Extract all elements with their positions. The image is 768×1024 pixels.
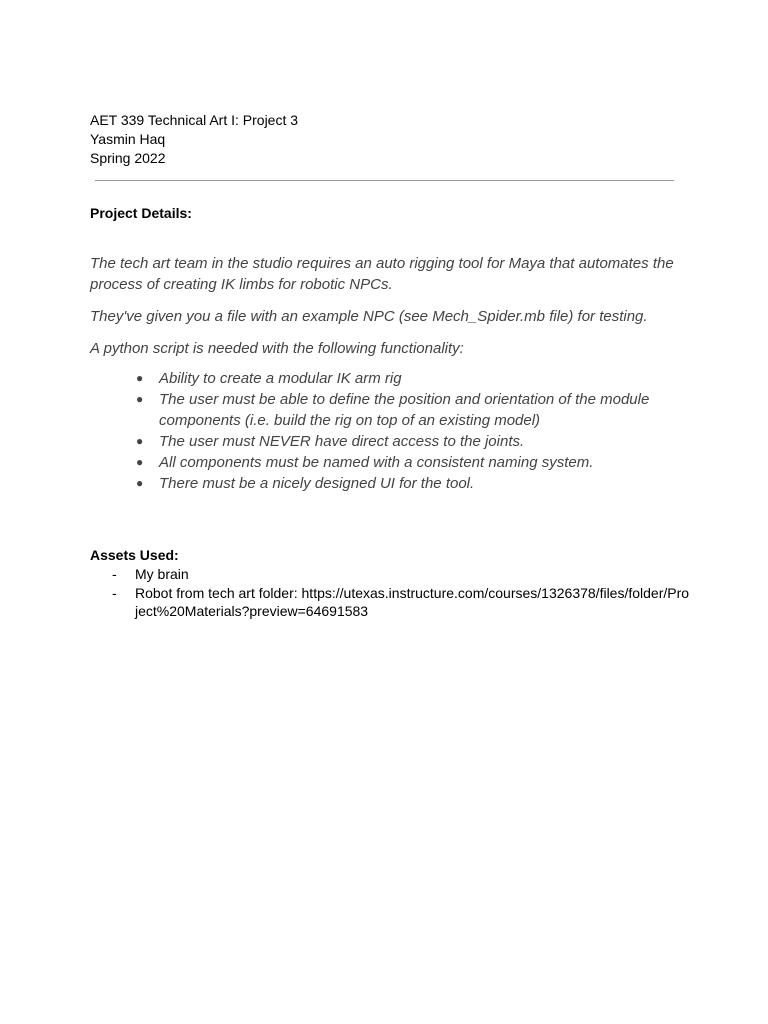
project-details-body bbox=[90, 254, 690, 494]
bullet-icon: ● bbox=[136, 475, 144, 490]
requirement-text: All components must be named with a consistent naming system. bbox=[159, 453, 594, 471]
requirement-text: There must be a nicely designed UI for the tool. bbox=[159, 474, 475, 492]
requirement-item bbox=[90, 452, 689, 473]
requirement-item bbox=[90, 473, 689, 494]
dash-icon: - bbox=[112, 584, 117, 601]
details-paragraph: They've given you a file with an example NPC (see Mech_Spider.mb file) for testing. bbox=[90, 307, 648, 325]
details-paragraph: The tech art team in the studio requires an auto rigging tool for Maya that automates the process of creating IK limbs for robotic NPCs. bbox=[90, 255, 674, 293]
requirement-item bbox=[90, 431, 689, 452]
author-name: Yasmin Haq bbox=[90, 131, 166, 147]
assets-heading: Assets Used: bbox=[90, 547, 179, 563]
asset-item bbox=[90, 584, 690, 621]
requirement-text: Ability to create a modular IK arm rig bbox=[159, 369, 402, 387]
requirement-item bbox=[90, 368, 689, 389]
document-header bbox=[90, 111, 298, 168]
requirement-text: The user must NEVER have direct access to the joints. bbox=[159, 432, 525, 450]
requirement-text: The user must be able to define the position and orientation of the module components (i.e. build the rig on top of an existing model) bbox=[159, 390, 650, 429]
course-title: AET 339 Technical Art I: Project 3 bbox=[90, 112, 299, 128]
assets-section bbox=[90, 565, 690, 621]
dash-icon: - bbox=[112, 566, 117, 582]
bullet-icon: ● bbox=[136, 370, 144, 385]
bullet-icon: ● bbox=[136, 454, 144, 469]
bullet-icon: ● bbox=[136, 391, 144, 406]
project-details-heading: Project Details: bbox=[90, 205, 192, 221]
bullet-icon: ● bbox=[136, 433, 144, 448]
term: Spring 2022 bbox=[90, 150, 166, 166]
assets-list bbox=[90, 565, 690, 621]
details-paragraph: A python script is needed with the following functionality: bbox=[90, 339, 464, 357]
asset-text: My brain bbox=[135, 566, 189, 582]
asset-item bbox=[90, 565, 690, 584]
asset-text: Robot from tech art folder: https://utexas.instructure.com/courses/1326378/files/folder/Project%20Materials?preview=64691583 bbox=[135, 584, 690, 619]
requirements-list bbox=[90, 368, 690, 494]
requirement-item bbox=[90, 389, 689, 431]
horizontal-divider bbox=[95, 180, 674, 181]
